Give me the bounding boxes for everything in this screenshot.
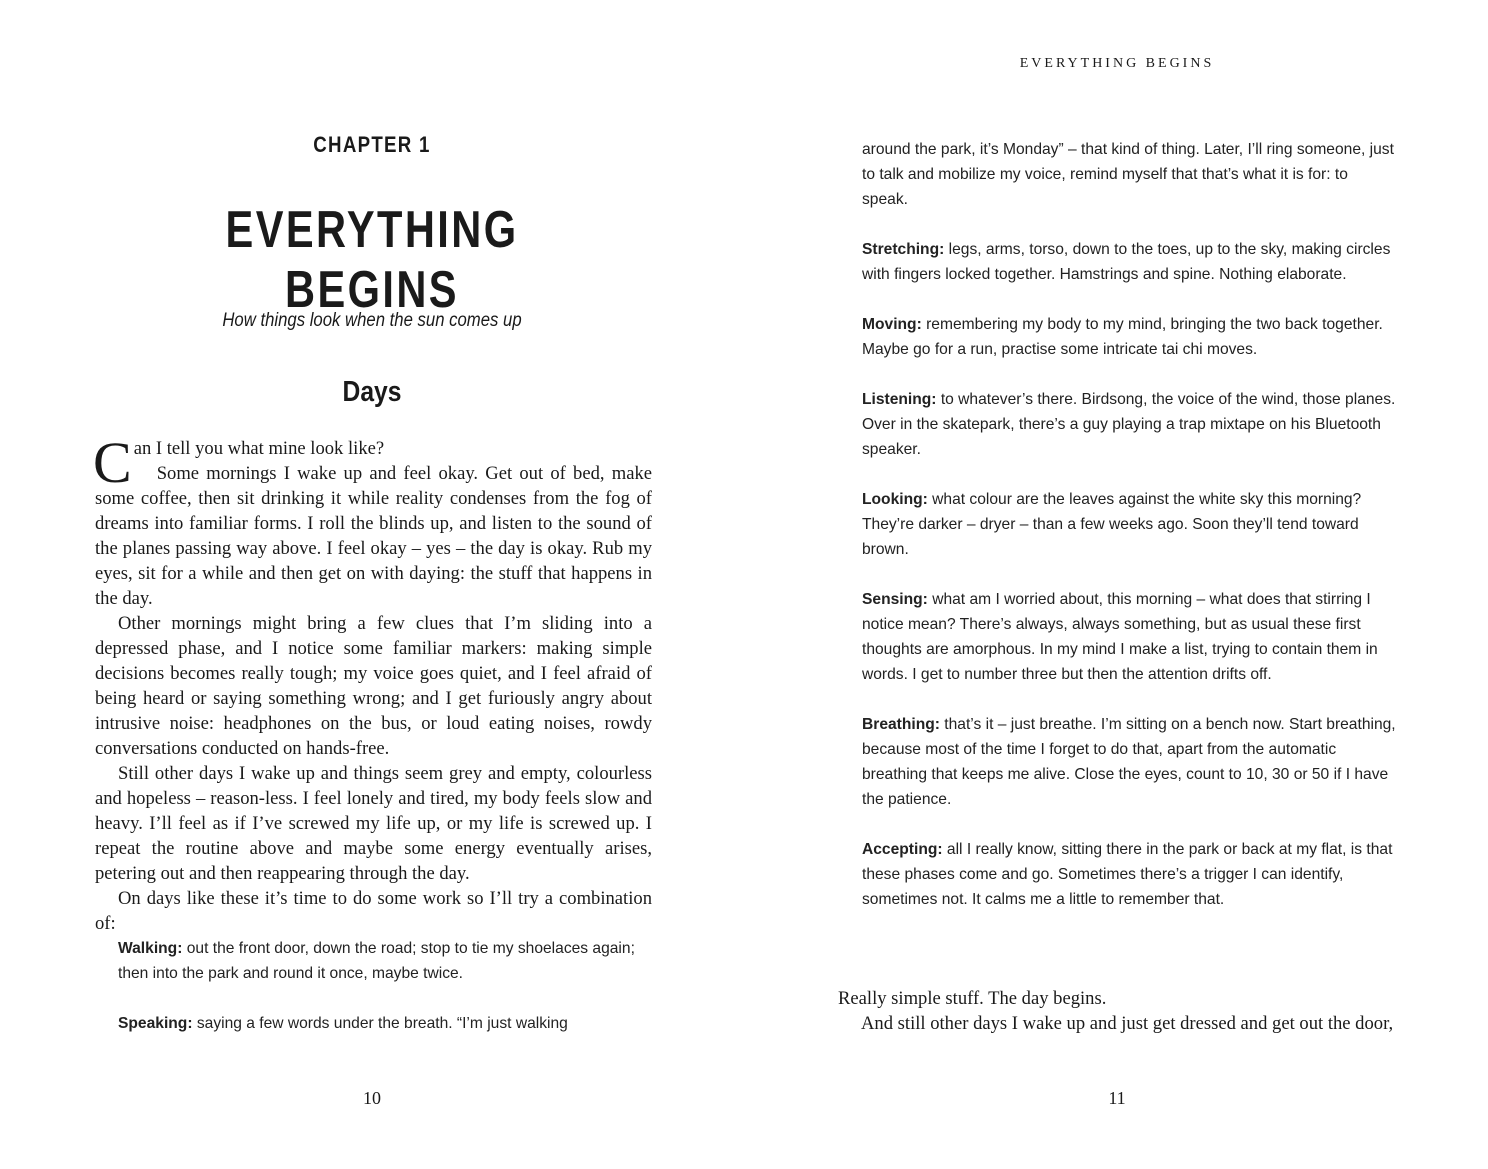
item-text: what colour are the leaves against the white sky this morning? They’re darker – dryer – than a few weeks ago. Soon they’ll tend toward brown. xyxy=(862,491,1362,558)
item-label: Listening: xyxy=(862,391,937,408)
page-number-right: 11 xyxy=(1108,1088,1126,1108)
list-item xyxy=(862,487,1397,562)
paragraph: Other mornings might bring a few clues that I’m sliding into a depressed phase, and I notice some familiar markers: making simple decisions becomes really tough; my voice goes quiet, and I feel afraid of being heard or saying something wrong; and I get furiously angry about intrusive noise: headphones on the bus, or loud eating noises, rowdy conversations conducted on hands-free. xyxy=(95,613,652,759)
paragraph-text: Some mornings I wake up and feel okay. Get out of bed, make some coffee, then sit drinking it while reality condenses from the fog of dreams into familiar forms. I roll the blinds up, and listen to the sound of the planes passing way above. I feel okay – yes – the day is okay. Rub my eyes, sit for a while and then get on with daying: the stuff that happens in the day. xyxy=(95,463,652,609)
list-item xyxy=(862,712,1397,812)
list-item xyxy=(862,237,1397,287)
item-text: out the front door, down the road; stop to tie my shoelaces again; then into the park and round it once, maybe twice. xyxy=(118,940,635,982)
paragraph: On days like these it’s time to do some work so I’ll try a combination of: xyxy=(95,888,652,934)
drop-cap: C xyxy=(93,430,132,495)
item-text: saying a few words under the breath. “I’m just walking xyxy=(192,1015,568,1032)
list-item xyxy=(118,936,638,986)
chapter-title: EVERYTHING BEGINS xyxy=(225,201,519,319)
chapter-subtitle: How things look when the sun comes up xyxy=(222,310,522,331)
item-label: Looking: xyxy=(862,491,928,508)
paragraph: Really simple stuff. The day begins. xyxy=(838,988,1107,1009)
item-text: that’s it – just breathe. I’m sitting on a bench now. Start breathing, because most of the time I forget to do that, apart from the automatic breathing that keeps me alive. Close the eyes, count to 10, 30 or 50 if I have the patience. xyxy=(862,716,1396,808)
paragraph xyxy=(93,430,652,611)
item-text: all I really know, sitting there in the park or back at my flat, is that these phases come and go. Sometimes there’s a trigger I can identify, sometimes not. It calms me a little to remember that. xyxy=(862,841,1393,908)
right-activity-list xyxy=(862,137,1397,937)
left-activity-list xyxy=(118,936,638,1061)
running-head: EVERYTHING BEGINS xyxy=(1019,56,1215,71)
list-item xyxy=(862,587,1397,687)
list-item xyxy=(862,837,1397,912)
list-item xyxy=(862,312,1397,362)
item-label: Moving: xyxy=(862,316,922,333)
left-body-text xyxy=(93,430,652,936)
item-text: remembering my body to my mind, bringing the two back together. Maybe go for a run, practise some intricate tai chi moves. xyxy=(862,316,1383,358)
item-label: Breathing: xyxy=(862,716,940,733)
item-label: Sensing: xyxy=(862,591,928,608)
item-text: legs, arms, torso, down to the toes, up to the sky, making circles with fingers locked together. Hamstrings and spine. Nothing elaborate. xyxy=(862,241,1391,283)
item-text: what am I worried about, this morning – what does that stirring I notice mean? There’s always, always something, but as usual these first thoughts are amorphous. In my mind I make a list, trying to contain them in words. I get to number three but then the attention drifts off. xyxy=(862,591,1378,683)
chapter-label: CHAPTER 1 xyxy=(313,132,431,157)
item-label: Stretching: xyxy=(862,241,945,258)
list-item xyxy=(862,387,1397,462)
paragraph: And still other days I wake up and just get dressed and get out the door, xyxy=(861,1013,1394,1034)
list-item xyxy=(118,1011,638,1036)
section-heading: Days xyxy=(342,376,402,408)
paragraph-text: an I tell you what mine look like? xyxy=(133,438,385,459)
item-label: Accepting: xyxy=(862,841,943,858)
continuation-text: around the park, it’s Monday” – that kind of thing. Later, I’ll ring someone, just to talk and mobilize my voice, remind myself that that’s what it is for: to speak. xyxy=(862,141,1394,208)
item-text: to whatever’s there. Birdsong, the voice of the wind, those planes. Over in the skatepark, there’s a guy playing a trap mixtape on his Bluetooth speaker. xyxy=(862,391,1396,458)
paragraph: Still other days I wake up and things seem grey and empty, colourless and hopeless – reason-less. I feel lonely and tired, my body feels slow and heavy. I’ll feel as if I’ve screwed my life up, or my life is screwed up. I repeat the routine above and maybe some energy eventually arises, petering out and then reappearing through the day. xyxy=(95,763,652,884)
right-body-text xyxy=(838,986,1395,1036)
item-label: Speaking: xyxy=(118,1015,193,1032)
page-number-left: 10 xyxy=(363,1088,381,1108)
item-label: Walking: xyxy=(118,940,183,957)
